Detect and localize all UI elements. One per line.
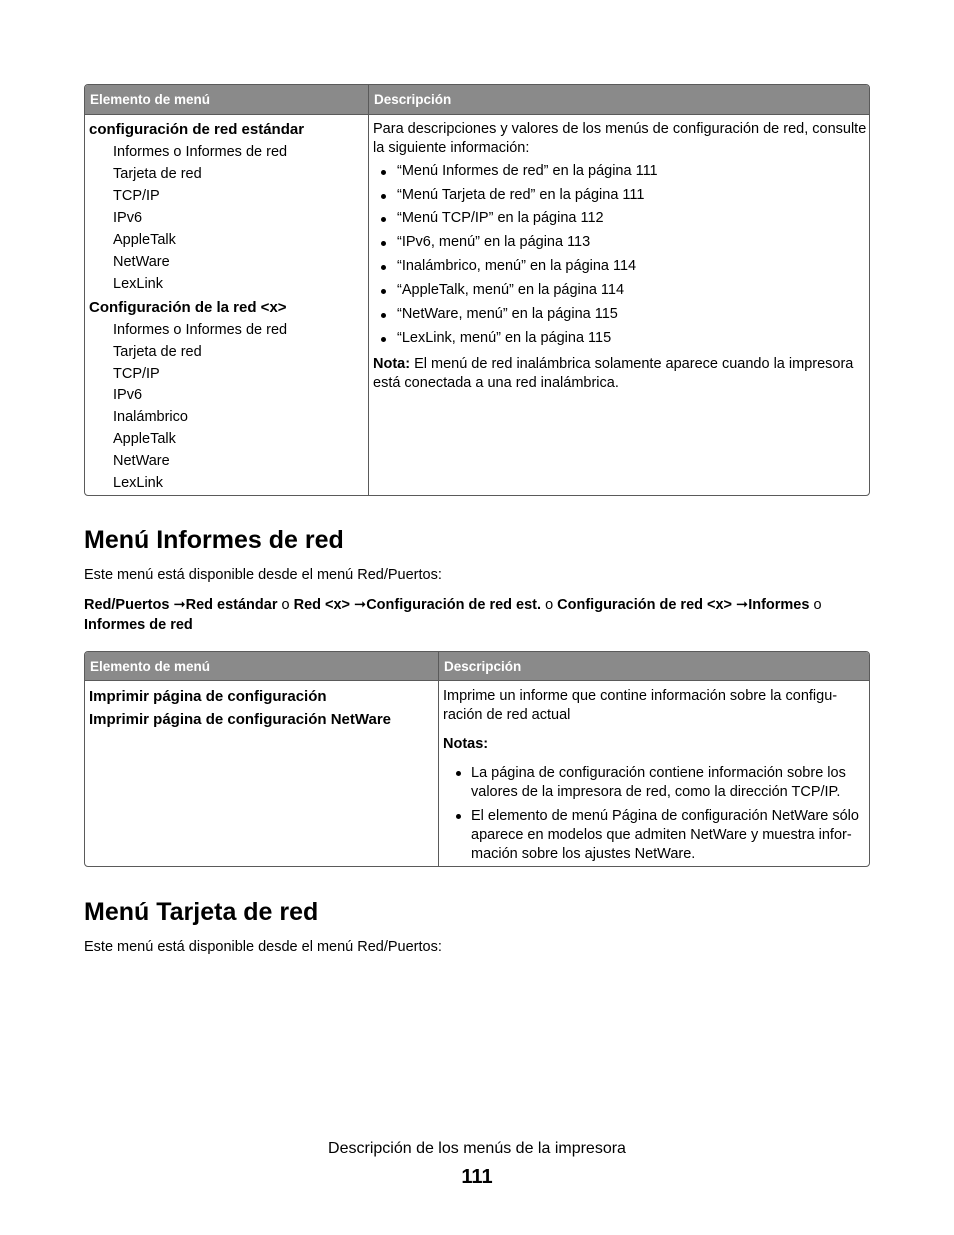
menu-item: LexLink: [113, 276, 163, 292]
bullet-link-text: “Menú TCP/IP” en la página 112: [397, 210, 604, 226]
path-or: o: [541, 597, 558, 613]
bullet-icon: [381, 241, 386, 246]
description-cell: [439, 681, 869, 866]
bullet-icon: [381, 265, 386, 270]
description-text: ración de red actual: [443, 707, 571, 723]
bullet-icon: [456, 814, 461, 819]
note-bullet-text: mación sobre los ajustes NetWare.: [471, 846, 696, 862]
footer-title: Descripción de los menús de la impresora: [328, 1140, 626, 1157]
header-description: Descripción: [439, 652, 869, 681]
menu-item: LexLink: [113, 475, 163, 491]
menu-item: AppleTalk: [113, 431, 176, 447]
bullet-link-text: “Inalámbrico, menú” en la página 114: [397, 258, 637, 274]
path-segment: Configuración de red <x>: [557, 597, 737, 613]
path-segment: Red/Puertos: [84, 597, 174, 613]
notes-label: Notas:: [443, 736, 489, 752]
menu-item: Tarjeta de red: [113, 166, 202, 182]
note-bullet-text: aparece en modelos que admiten NetWare y muestra infor-: [471, 827, 852, 843]
bullet-icon: [381, 289, 386, 294]
page-number: 111: [461, 1166, 493, 1188]
bullet-icon: [381, 217, 386, 222]
network-config-table: [84, 84, 870, 496]
bullet-icon: [381, 170, 386, 175]
note-text: [373, 356, 853, 372]
path-segment: Configuración de red est.: [366, 597, 542, 613]
description-text: Para descripciones y valores de los menús de configuración de red, consulte: [373, 121, 867, 137]
arrow-icon: ➞: [173, 597, 186, 613]
menu-item: Inalámbrico: [113, 409, 188, 425]
path-or: o: [809, 597, 822, 613]
description-text: Imprime un informe que contine información sobre la configu-: [443, 688, 838, 704]
menu-item: TCP/IP: [113, 366, 160, 382]
note-text-cont: está conectada a una red inalámbrica.: [373, 375, 619, 391]
group-title-network-x: Configuración de la red <x>: [89, 299, 287, 316]
bullet-link-text: “NetWare, menú” en la página 115: [397, 306, 618, 322]
path-segment: Red estándar: [185, 597, 278, 613]
menu-path: [84, 597, 822, 613]
note-label: Nota:: [373, 356, 411, 372]
menu-item: Informes o Informes de red: [113, 144, 288, 160]
section-intro: Este menú está disponible desde el menú Red/Puertos:: [84, 567, 442, 583]
section-title-network-reports: Menú Informes de red: [84, 526, 344, 554]
bullet-link-text: “LexLink, menú” en la página 115: [397, 330, 612, 346]
header-description: Descripción: [369, 85, 869, 115]
description-cell: [369, 115, 869, 495]
menu-item-print-config: Imprimir página de configuración: [89, 688, 327, 705]
note-body: El menú de red inalámbrica solamente aparece cuando la impresora: [410, 356, 854, 372]
menu-items-cell: [85, 115, 369, 495]
menu-path-cont: Informes de red: [84, 617, 193, 633]
path-or: o: [277, 597, 294, 613]
menu-item: AppleTalk: [113, 232, 176, 248]
arrow-icon: ➞: [736, 597, 749, 613]
group-title-standard: configuración de red estándar: [89, 121, 305, 138]
path-segment: Informes: [748, 597, 810, 613]
bullet-link-text: “Menú Informes de red” en la página 111: [397, 163, 658, 179]
bullet-link-text: “Menú Tarjeta de red” en la página 111: [397, 187, 645, 203]
bullet-icon: [381, 194, 386, 199]
note-bullet-text: valores de la impresora de red, como la dirección TCP/IP.: [471, 784, 841, 800]
note-bullet-text: El elemento de menú Página de configuración NetWare sólo: [471, 808, 859, 824]
header-menu-item: Elemento de menú: [85, 652, 439, 681]
menu-items-cell: [85, 681, 439, 866]
arrow-icon: ➞: [354, 597, 367, 613]
menu-item: TCP/IP: [113, 188, 160, 204]
bullet-icon: [381, 337, 386, 342]
network-reports-table: [84, 651, 870, 867]
header-menu-item: Elemento de menú: [85, 85, 369, 115]
bullet-icon: [456, 771, 461, 776]
menu-item-print-netware-config: Imprimir página de configuración NetWare: [89, 711, 391, 728]
menu-item: IPv6: [113, 387, 143, 403]
note-bullet-text: La página de configuración contiene información sobre los: [471, 765, 846, 781]
menu-item: IPv6: [113, 210, 143, 226]
menu-item: Tarjeta de red: [113, 344, 202, 360]
menu-item: NetWare: [113, 254, 170, 270]
description-text: la siguiente información:: [373, 140, 530, 156]
section-intro: Este menú está disponible desde el menú Red/Puertos:: [84, 939, 442, 955]
path-segment: Red <x>: [293, 597, 355, 613]
bullet-link-text: “AppleTalk, menú” en la página 114: [397, 282, 625, 298]
bullet-icon: [381, 313, 386, 318]
section-title-network-card: Menú Tarjeta de red: [84, 898, 319, 926]
bullet-link-text: “IPv6, menú” en la página 113: [397, 234, 591, 250]
menu-item: NetWare: [113, 453, 170, 469]
menu-item: Informes o Informes de red: [113, 322, 288, 338]
